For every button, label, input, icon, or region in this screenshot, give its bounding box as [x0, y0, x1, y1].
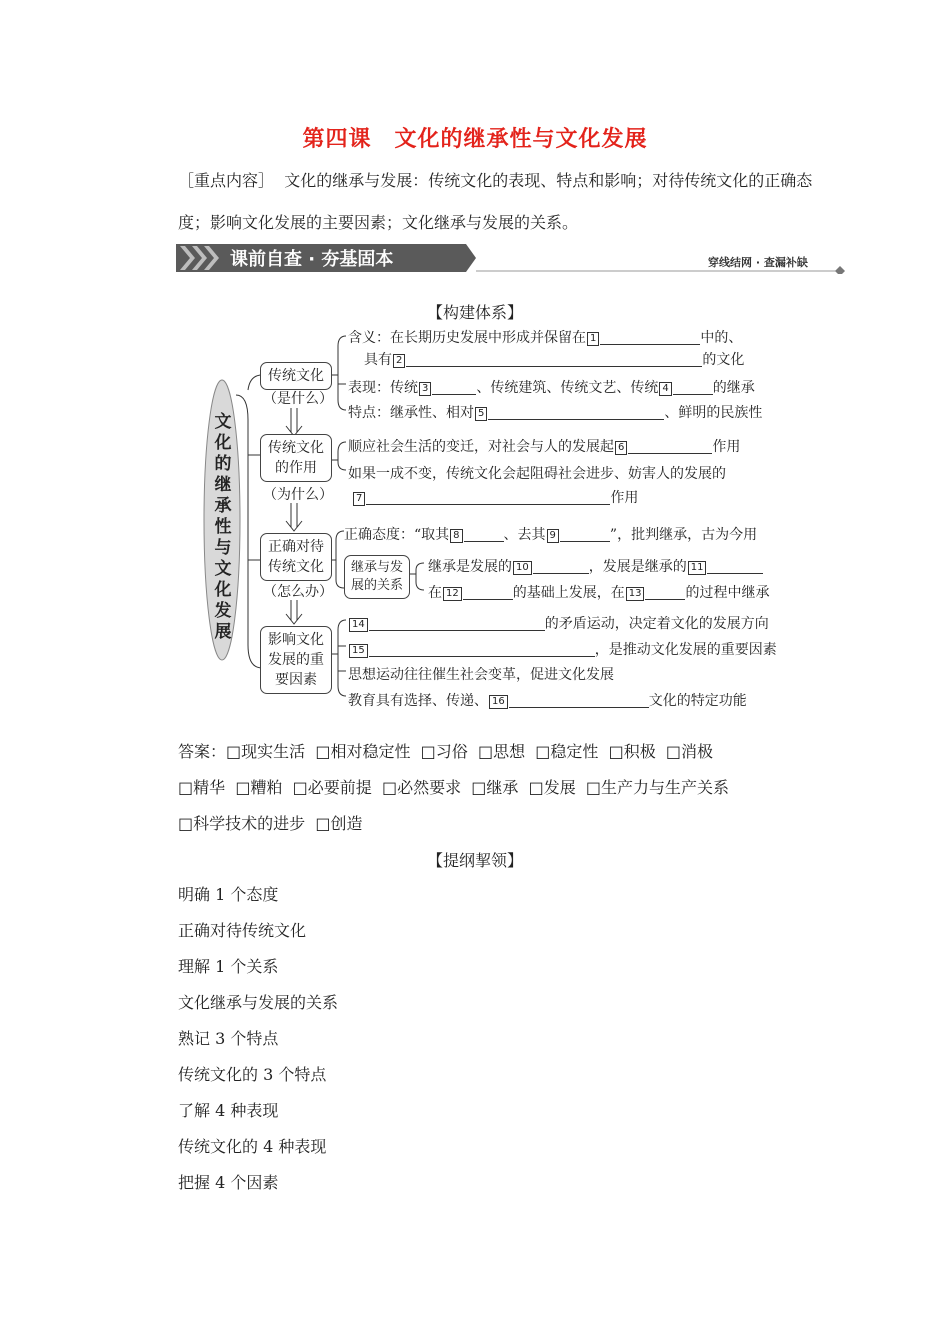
text-attitude-c: ”，批判继承，古为今用: [609, 527, 758, 543]
blank-line-5: [488, 405, 664, 420]
blank-line-2: [406, 352, 702, 367]
text-having: 具有: [364, 352, 392, 368]
text-features-a: 特点：继承性、相对: [348, 405, 474, 421]
blank-line-15: [369, 642, 595, 657]
node-inherit-develop-label: 继承与发展的关系: [350, 560, 403, 593]
text-inherit-b: ，发展是继承的: [588, 559, 687, 575]
outline-item: 熟记 3 个特点: [178, 1029, 279, 1048]
answer-item: □思想: [477, 742, 526, 761]
blank-line-16: [509, 693, 649, 708]
node-what-label: （是什么）: [263, 391, 333, 407]
line-factor-4: [348, 690, 747, 710]
answer-item: □继承: [471, 778, 519, 797]
line-features: [348, 402, 762, 422]
line-role-positive: [348, 436, 740, 456]
page-title: 第四课 文化的继承性与文化发展: [302, 126, 648, 152]
text-expression-b: 、传统建筑、传统文艺、传统: [476, 380, 659, 396]
text-role-effect-2: 作用: [610, 490, 639, 506]
answer-item: □精华: [178, 778, 226, 797]
line-correct-attitude: [344, 524, 757, 544]
outline-item: 传统文化的 4 种表现: [178, 1137, 327, 1156]
answer-item: □相对稳定性: [315, 742, 411, 761]
text-factor-4b: 文化的特定功能: [648, 693, 747, 709]
key-content-text: 文化的继承与发展：传统文化的表现、特点和影响；对待传统文化的正确态度；影响文化发展的主要因素；文化继承与发展的关系。: [178, 171, 813, 232]
blank-line-3: [432, 380, 476, 395]
text-inherit-a: 继承是发展的: [428, 559, 512, 575]
blank-mark-6: 6: [615, 441, 627, 455]
blank-line-4: [673, 380, 713, 395]
blank-line-11: [707, 559, 763, 574]
blank-mark-15: 15: [349, 644, 368, 658]
line-inherit-basis: [428, 582, 769, 602]
text-role-negative: 如果一成不变，传统文化会起阻碍社会进步、妨害人的发展的: [348, 466, 726, 482]
line-inherit-premise: [428, 556, 763, 576]
line-role-negative-2: [352, 487, 638, 507]
node-traditional-culture-label: 传统文化: [268, 368, 324, 384]
answer-item: □创造: [315, 814, 363, 833]
text-definition-b: 中的、: [700, 330, 743, 346]
line-definition-2: [364, 349, 744, 369]
blank-mark-9: 9: [547, 529, 559, 543]
answers-line-2: [178, 775, 729, 798]
line-role-negative: [348, 463, 726, 483]
text-basis-b: 的基础上发展，在: [512, 585, 625, 601]
text-factor-1: 的矛盾运动，决定着文化的发展方向: [544, 616, 769, 632]
node-culture-role-label: 传统文化的作用: [268, 440, 324, 476]
blank-mark-13: 13: [626, 587, 645, 601]
answer-item: □科学技术的进步: [178, 814, 306, 833]
blank-mark-11: 11: [688, 561, 707, 575]
blank-mark-2: 2: [393, 354, 405, 368]
line-factor-3: 思想运动往往催生社会变革，促进文化发展: [348, 667, 614, 683]
node-influencing-factors: [260, 626, 332, 694]
answer-item: □稳定性: [535, 742, 599, 761]
outline-item: 正确对待传统文化: [178, 921, 307, 940]
text-attitude-a: 正确态度：“取其: [344, 527, 450, 543]
answer-item: □必要前提: [292, 778, 372, 797]
text-expression-c: 的继承: [712, 380, 755, 396]
answers-line-3: [178, 811, 362, 834]
blank-line-9: [560, 527, 610, 542]
blank-mark-7: 7: [353, 492, 365, 506]
framework-heading: 【构建体系】: [426, 303, 523, 322]
blank-mark-10: 10: [513, 561, 532, 575]
node-correct-attitude-label: 正确对待传统文化: [268, 539, 324, 575]
blank-mark-1: 1: [587, 332, 599, 346]
line-definition-1: [348, 327, 742, 347]
text-attitude-b: 、去其: [503, 527, 546, 543]
outline-item: 明确 1 个态度: [178, 885, 279, 904]
answer-item: □必然要求: [381, 778, 462, 797]
text-factor-4a: 教育具有选择、传递、: [348, 693, 488, 709]
outline-heading: 【提纲挈领】: [426, 851, 523, 870]
outline-item: 了解 4 种表现: [178, 1101, 279, 1120]
outline-item: 文化继承与发展的关系: [178, 993, 339, 1012]
outline-item: 把握 4 个因素: [178, 1173, 279, 1192]
text-features-b: 、鲜明的民族性: [664, 405, 763, 421]
text-basis-c: 的过程中继承: [685, 585, 770, 601]
text-role-effect: 作用: [712, 439, 741, 455]
blank-mark-8: 8: [450, 529, 462, 543]
node-inherit-develop: [344, 555, 410, 599]
answer-item: □消极: [665, 742, 714, 761]
blank-line-12: [463, 585, 513, 600]
line-expression: [348, 377, 755, 397]
answer-item: □习俗: [420, 742, 468, 761]
answers-line-1: [178, 739, 713, 762]
text-basis-a: 在: [428, 585, 442, 601]
node-traditional-culture: [260, 362, 332, 390]
text-factor-2: ，是推动文化发展的重要因素: [594, 642, 777, 658]
node-culture-role: [260, 434, 332, 482]
blank-mark-16: 16: [489, 695, 508, 709]
outline-item: 理解 1 个关系: [178, 957, 279, 976]
outline-item: 传统文化的 3 个特点: [178, 1065, 327, 1084]
banner-left-text: 课前自查 · 夯基固本: [230, 249, 394, 270]
blank-line-6: [628, 439, 712, 454]
text-expression-a: 表现：传统: [348, 380, 418, 396]
blank-line-13: [645, 585, 685, 600]
text-culture: 的文化: [702, 352, 745, 368]
text-definition-a: 含义：在长期历史发展中形成并保留在: [348, 330, 586, 346]
blank-mark-3: 3: [419, 382, 431, 396]
node-influencing-factors-label: 影响文化发展的重要因素: [268, 632, 324, 688]
blank-line-7: [366, 490, 610, 505]
blank-line-1: [600, 330, 700, 345]
blank-mark-14: 14: [349, 618, 368, 632]
banner-right-text: 穿线结网 · 查漏补缺: [708, 256, 808, 269]
line-factor-2: [348, 639, 777, 659]
blank-mark-4: 4: [659, 382, 671, 396]
blank-line-8: [464, 527, 504, 542]
blank-mark-12: 12: [443, 587, 462, 601]
node-why-label: （为什么）: [263, 487, 333, 503]
diagram-root-label: 文化的继承性与文化发展: [214, 412, 232, 642]
node-correct-attitude: [260, 533, 332, 581]
answers-label: 答案：: [178, 742, 227, 761]
blank-line-10: [533, 559, 589, 574]
text-role-positive: 顺应社会生活的变迁，对社会与人的发展起: [348, 439, 614, 455]
node-how-label: （怎么办）: [263, 584, 333, 600]
answer-item: □生产力与生产关系: [585, 778, 730, 797]
key-content-label: ［重点内容］: [178, 171, 275, 190]
answer-item: □积极: [608, 742, 656, 761]
line-factor-1: [348, 613, 769, 633]
answer-item: □现实生活: [226, 742, 306, 761]
blank-line-14: [369, 616, 545, 631]
answer-item: □糟粕: [235, 778, 283, 797]
answer-item: □发展: [528, 778, 576, 797]
blank-mark-5: 5: [475, 407, 487, 421]
